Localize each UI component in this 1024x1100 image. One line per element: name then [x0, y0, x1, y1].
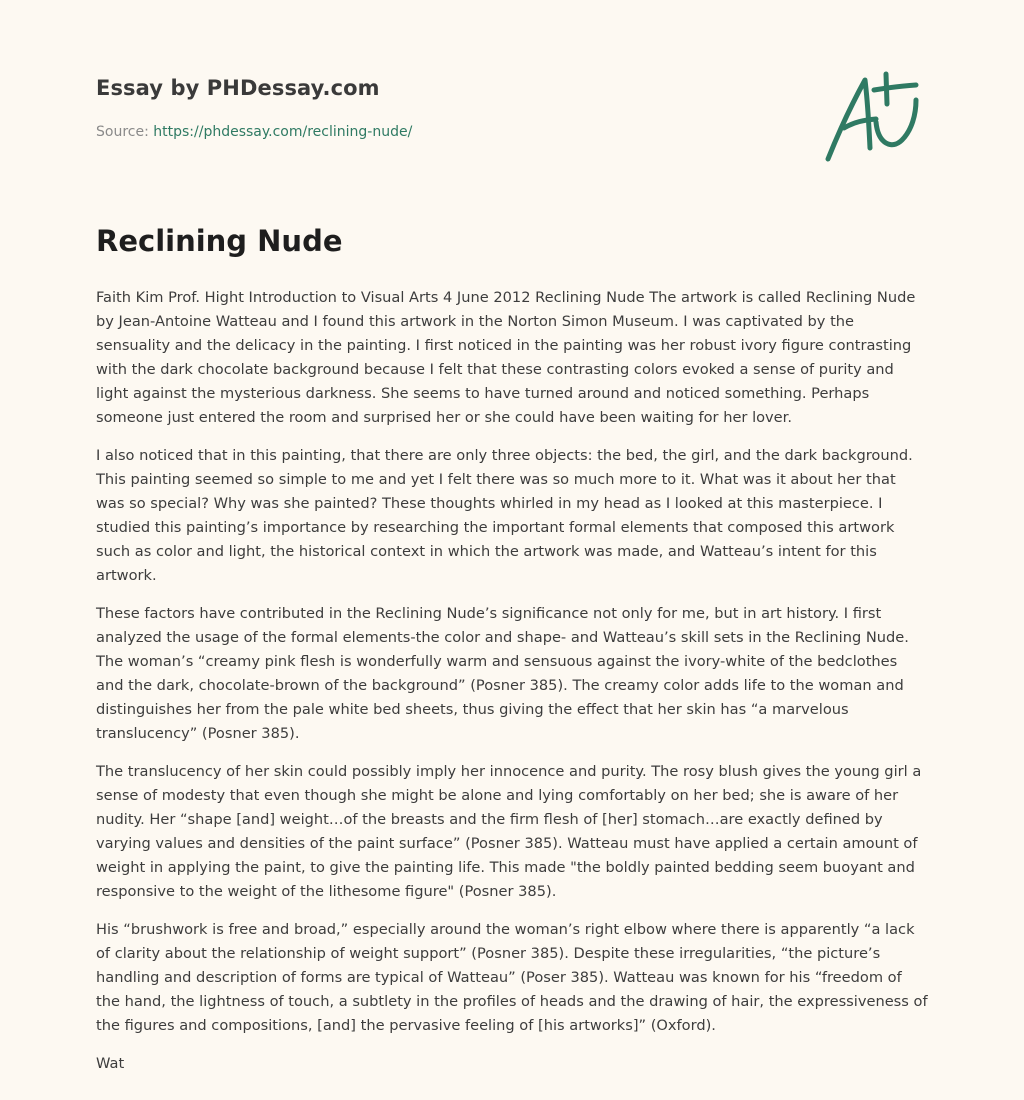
paragraph: I also noticed that in this painting, that there are only three objects: the bed, the girl, and the dark background. This painting seemed so simple to me and yet I felt there was so much more to it. What was it about her that was so special? Why was she painted? These thoughts whirled in my head as I looked at this masterpiece. I studied this painting’s importance by researching the important formal elements that composed this artwork such as color and light, the historical context in which the artwork was made, and Watteau’s intent for this artwork. [96, 447, 913, 584]
paragraph: These factors have contributed in the Reclining Nude’s significance not only for me, but in art history. I first analyzed the usage of the formal elements-the color and shape- and Watteau’s skill sets in the Reclining Nude. The woman’s “creamy pink flesh is wonderfully warm and sensuous against the ivory-white of the bedclothes and the dark, chocolate-brown of the background” (Posner 385). The creamy color adds life to the woman and distinguishes her from the pale white bed sheets, thus giving the effect that her skin has “a marvelous translucency” (Posner 385). [96, 605, 909, 742]
paragraph-truncated: Wat [96, 1055, 125, 1072]
site-brand: Essay by PHDessay.com [96, 76, 380, 100]
source-label: Source: [96, 124, 154, 140]
paragraph: The translucency of her skin could possibly imply her innocence and purity. The rosy blush gives the young girl a sense of modesty that even though she might be alone and lying comfortably on her bed; she is aware of her nudity. Her “shape [and] weight…of the breasts and the firm flesh of [her] stomach…are exactly defined by varying values and densities of the paint surface” (Posner 385). Watteau must have applied a certain amount of weight in applying the paint, to give the painting life. This made "the boldly painted bedding seem buoyant and responsive to the weight of the lithesome figure" (Posner 385). [96, 763, 922, 900]
source-link[interactable]: https://phdessay.com/reclining-nude/ [153, 124, 413, 140]
paragraph: Faith Kim Prof. Hight Introduction to Visual Arts 4 June 2012 Reclining Nude The artwork is called Reclining Nude by Jean-Antoine Watteau and I found this artwork in the Norton Simon Museum. I was captivated by the sensuality and the delicacy in the painting. I first noticed in the painting was her robust ivory figure contrasting with the dark chocolate background because I felt that these contrasting colors evoked a sense of purity and light against the mysterious darkness. She seems to have turned around and noticed something. Perhaps someone just entered the room and surprised her or she could have been waiting for her lover. [96, 289, 916, 426]
essay-body [96, 286, 928, 1090]
source-line [96, 124, 412, 140]
essay-title: Reclining Nude [96, 224, 343, 258]
a-plus-logo-icon [820, 64, 930, 168]
paragraph: His “brushwork is free and broad,” especially around the woman’s right elbow where there is apparently “a lack of clarity about the relationship of weight support” (Posner 385). Despite these irregularities, “the picture’s handling and description of forms are typical of Watteau” (Poser 385). Watteau was known for his “freedom of the hand, the lightness of touch, a subtlety in the profiles of heads and the drawing of hair, the expressiveness of the figures and compositions, [and] the pervasive feeling of [his artworks]” (Oxford). [96, 921, 928, 1034]
